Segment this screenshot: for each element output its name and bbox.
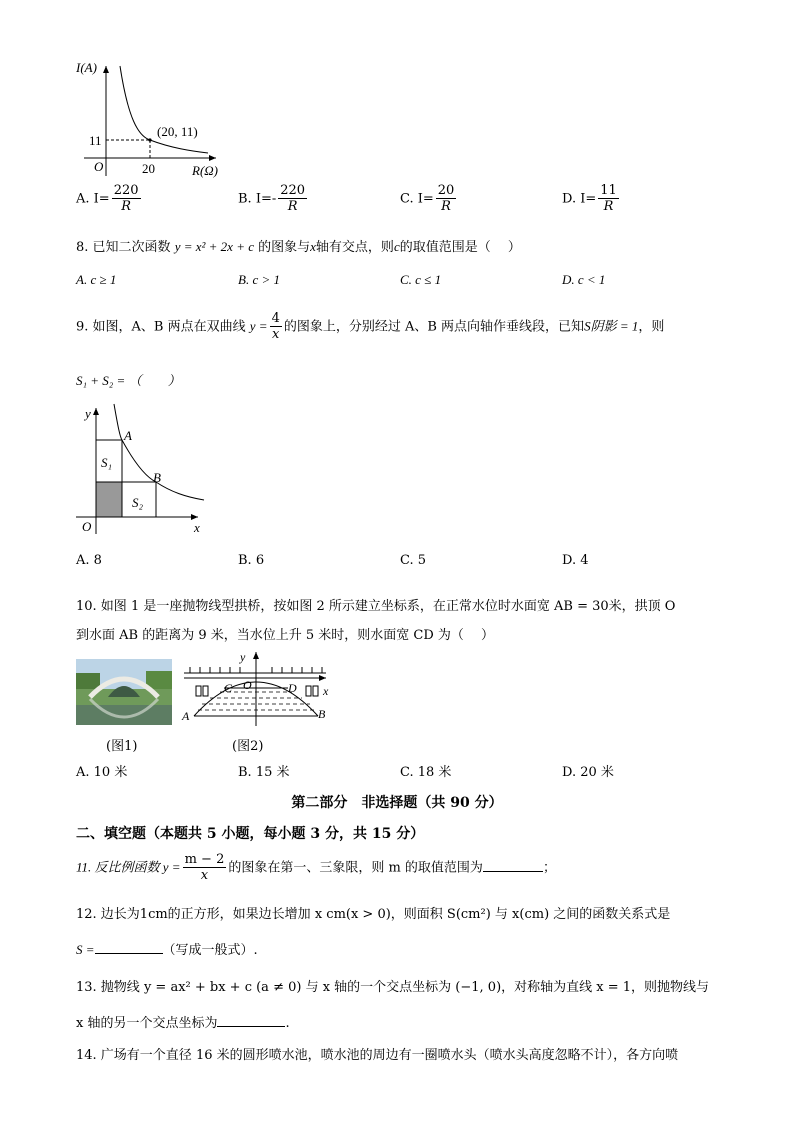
q7-graph	[76, 58, 236, 180]
q10-option-a[interactable]: A. 10 米	[76, 765, 128, 780]
answer-blank[interactable]	[95, 941, 163, 954]
fraction: $\frac{m - 2}{x}$	[184, 852, 225, 883]
q7-origin: O	[94, 159, 104, 174]
q7-option-b[interactable]: B. I=- $\frac{220}{R}$	[238, 183, 306, 214]
answer-blank[interactable]	[217, 1014, 285, 1027]
q9-option-d[interactable]: D. 4	[562, 553, 589, 568]
fraction: $\frac{20}{R}$	[437, 183, 455, 214]
q12-stem-line1: 12. 边长为1cm的正方形，如果边长增加 x cm(x > 0)，则面积 S(cm²) 与 x(cm) 之间的函数关系式是	[76, 907, 671, 922]
q7-option-c[interactable]: C. I= $\frac{20}{R}$	[400, 183, 455, 214]
q10-option-d[interactable]: D. 20 米	[562, 765, 614, 780]
q9-graph	[76, 402, 210, 538]
fig2-a: A	[182, 709, 190, 723]
fraction: $\frac{4}{x}$	[271, 311, 280, 342]
fig2-caption: (图2)	[232, 739, 264, 754]
q7-point-label: (20, 11)	[157, 124, 198, 139]
fig2-b: B	[318, 707, 326, 721]
q10-stem-line1: 10. 如图 1 是一座抛物线型拱桥，按如图 2 所示建立坐标系，在正常水位时水面宽 AB = 30米，拱顶 O	[76, 599, 676, 614]
section2-title: 二、填空题（本题共 5 小题，每小题 3 分，共 15 分）	[76, 826, 425, 842]
q9-option-a[interactable]: A. 8	[76, 553, 102, 568]
q9-fig-b: B	[153, 470, 161, 485]
q8-option-c[interactable]: C. c ≤ 1	[400, 272, 442, 287]
q9-fig-a: A	[124, 428, 132, 443]
q8-option-a[interactable]: A. c ≥ 1	[76, 272, 117, 287]
q9-fig-o: O	[82, 519, 92, 534]
q13-stem-line1: 13. 抛物线 y = ax² + bx + c (a ≠ 0) 与 x 轴的一个交点坐标为 (−1, 0)，对称轴为直线 x = 1，则抛物线与	[76, 980, 710, 995]
q9-stem-line2: S₁ + S₂ = （ ）	[76, 373, 181, 388]
fig2-o: O	[243, 678, 252, 692]
q8-option-d[interactable]: D. c < 1	[562, 272, 606, 287]
q7-ylabel: I(A)	[76, 60, 97, 75]
fig2-y: y	[240, 650, 246, 664]
q14-stem-line1: 14. 广场有一个直径 16 米的圆形喷水池，喷水池的周边有一圈喷水头（喷水头高度忽略不计），各方向喷	[76, 1048, 679, 1063]
q9-option-c[interactable]: C. 5	[400, 553, 427, 568]
q11-stem: 11. 反比例函数 y = $\frac{m - 2}{x}$ 的图象在第一、三象限，则 m 的取值范围为 ；	[76, 852, 556, 883]
q9-fig-x: x	[194, 520, 200, 535]
q9-fig-y: y	[85, 406, 91, 421]
fig2-d: D	[288, 681, 297, 695]
q9-fig-s1: S₁	[101, 455, 113, 470]
q9-fig-s2: S₂	[132, 495, 144, 510]
fraction: $\frac{11}{R}$	[600, 183, 617, 214]
bridge-diagram	[180, 648, 332, 728]
q12-stem-line2: S = （写成一般式）.	[76, 942, 258, 958]
q7-xlabel: R(Ω)	[192, 163, 218, 178]
q8-stem: 8. 已知二次函数 y = x² + 2x + c 的图象与x轴有交点，则c的取值范围是（ ）	[76, 239, 521, 255]
fig2-x: x	[323, 684, 329, 698]
fig2-c: C	[224, 681, 233, 695]
fraction: $\frac{220}{R}$	[113, 183, 139, 214]
q10-stem-line2: 到水面 AB 的距离为 9 米，当水位上升 5 米时，则水面宽 CD 为（ ）	[76, 628, 495, 643]
fraction: $\frac{220}{R}$	[280, 183, 306, 214]
q7-ytick: 11	[89, 133, 102, 148]
q8-option-b[interactable]: B. c > 1	[238, 272, 280, 287]
bridge-photo	[76, 659, 172, 725]
q7-option-a[interactable]: A. I= $\frac{220}{R}$	[76, 183, 139, 214]
q10-option-c[interactable]: C. 18 米	[400, 765, 452, 780]
q10-option-b[interactable]: B. 15 米	[238, 765, 290, 780]
q13-stem-line2: x 轴的另一个交点坐标为 .	[76, 1016, 290, 1031]
answer-blank[interactable]	[483, 859, 543, 872]
q7-xtick: 20	[142, 161, 155, 176]
q7-option-d[interactable]: D. I= $\frac{11}{R}$	[562, 183, 617, 214]
part2-title: 第二部分 非选择题（共 90 分）	[291, 795, 503, 811]
q9-option-b[interactable]: B. 6	[238, 553, 265, 568]
q9-stem: 9. 如图，A、B 两点在双曲线 y = $\frac{4}{x}$ 的图象上，分别经过 A、B 两点向轴作垂线段，已知S阴影 = 1，则	[76, 311, 665, 342]
fig1-caption: (图1)	[106, 739, 138, 754]
